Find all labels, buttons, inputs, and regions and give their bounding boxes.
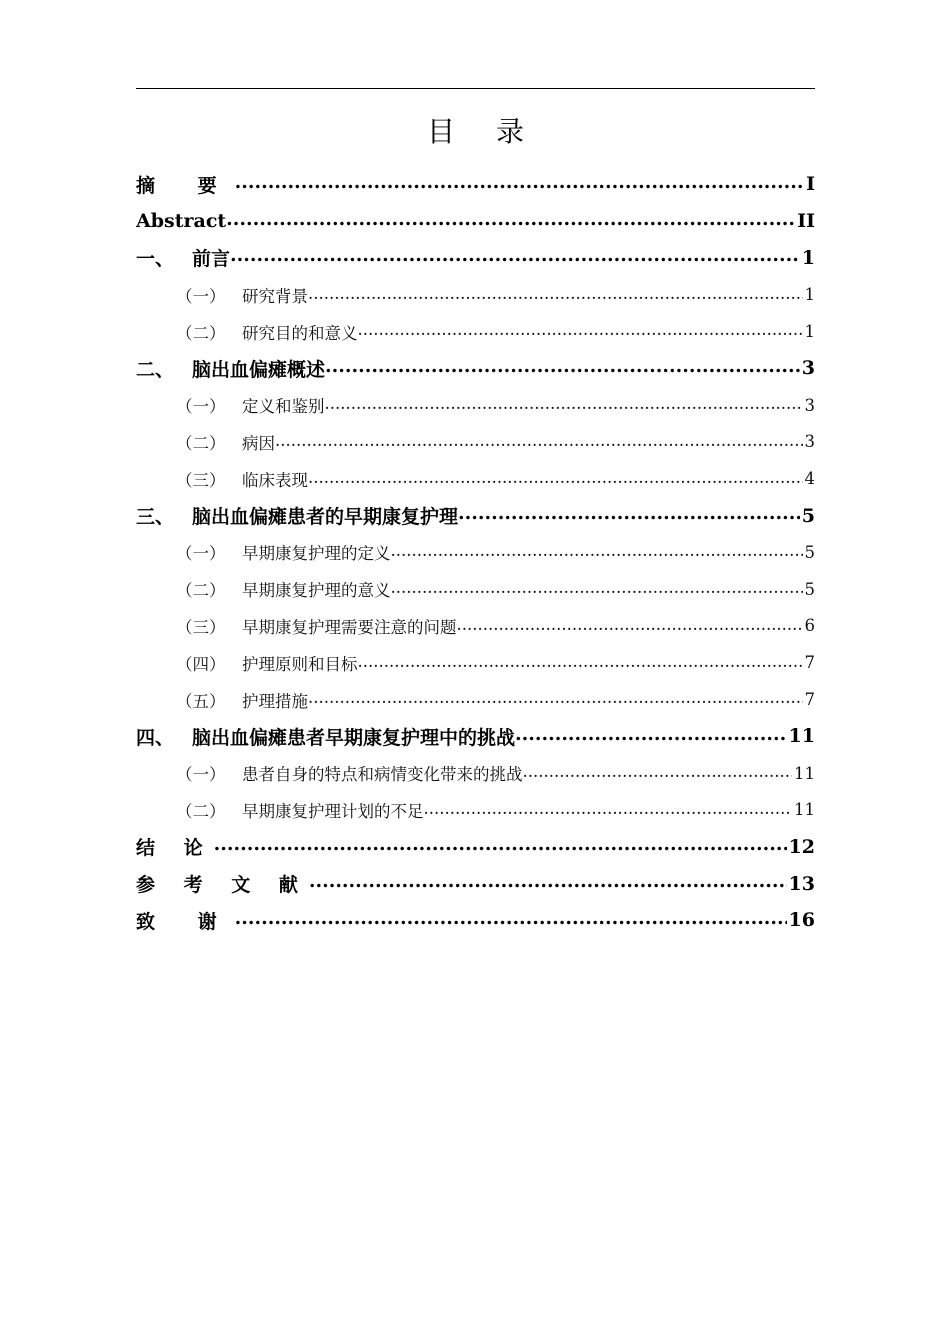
toc-entry-label: 参 考 文 献 bbox=[136, 874, 309, 897]
toc-entry-number: （一） bbox=[176, 544, 226, 564]
toc-page-number: 7 bbox=[804, 690, 815, 710]
toc-entry-number: （五） bbox=[176, 691, 226, 711]
toc-entry[interactable] bbox=[136, 166, 815, 203]
toc-entry-number: （三） bbox=[176, 470, 226, 490]
toc-page-number: 1 bbox=[801, 246, 815, 269]
toc-list bbox=[136, 166, 815, 939]
header-rule bbox=[136, 88, 815, 89]
toc-page-number: 11 bbox=[794, 763, 815, 783]
toc-entry[interactable] bbox=[136, 902, 815, 939]
toc-entry-label: 研究背景 bbox=[242, 286, 308, 306]
toc-page-number: 13 bbox=[788, 872, 815, 895]
toc-entry-label: 结 论 bbox=[136, 837, 214, 860]
toc-entry-number: 一、 bbox=[136, 248, 175, 271]
toc-dot-leader bbox=[235, 173, 804, 192]
toc-entry-label: 病因 bbox=[242, 433, 275, 453]
toc-entry-number: （一） bbox=[176, 286, 226, 306]
toc-entry[interactable] bbox=[136, 313, 815, 350]
toc-entry[interactable] bbox=[136, 718, 815, 755]
toc-entry-label: Abstract bbox=[136, 210, 227, 233]
toc-entry[interactable] bbox=[136, 792, 815, 829]
toc-entry[interactable] bbox=[136, 865, 815, 902]
toc-entry[interactable] bbox=[136, 644, 815, 681]
toc-entry-label: 前言 bbox=[192, 248, 231, 271]
toc-entry-label: 致 谢 bbox=[136, 910, 235, 933]
toc-page-number: 3 bbox=[804, 432, 815, 452]
toc-dot-leader bbox=[226, 210, 795, 229]
toc-entry-number: （二） bbox=[176, 801, 226, 821]
toc-entry-label: 早期康复护理的定义 bbox=[242, 544, 391, 564]
toc-page-number: 5 bbox=[804, 542, 815, 562]
toc-entry-number: （四） bbox=[176, 654, 226, 674]
toc-page-number: 16 bbox=[788, 909, 815, 932]
toc-page-number: 5 bbox=[801, 504, 815, 527]
toc-dot-leader bbox=[308, 690, 803, 707]
toc-dot-leader bbox=[235, 909, 787, 928]
toc-entry-number: 二、 bbox=[136, 358, 175, 381]
toc-dot-leader bbox=[308, 470, 803, 487]
toc-entry-number: （一） bbox=[176, 397, 226, 417]
toc-page-number: 1 bbox=[804, 322, 815, 342]
toc-entry[interactable] bbox=[136, 276, 815, 313]
toc-entry[interactable] bbox=[136, 755, 815, 792]
toc-page-number: II bbox=[797, 210, 815, 233]
toc-entry[interactable] bbox=[136, 534, 815, 571]
toc-entry[interactable] bbox=[136, 571, 815, 608]
toc-entry[interactable] bbox=[136, 497, 815, 534]
toc-entry-number: （二） bbox=[176, 581, 226, 601]
toc-entry[interactable] bbox=[136, 424, 815, 461]
toc-entry-label: 早期康复护理的意义 bbox=[242, 581, 391, 601]
toc-entry-number: 四、 bbox=[136, 726, 175, 749]
toc-entry-number: （一） bbox=[176, 765, 226, 785]
toc-dot-leader bbox=[308, 286, 803, 303]
toc-entry[interactable] bbox=[136, 460, 815, 497]
toc-dot-leader bbox=[457, 617, 803, 634]
toc-page-number: 6 bbox=[804, 616, 815, 636]
toc-dot-leader bbox=[358, 322, 803, 339]
toc-dot-leader bbox=[523, 764, 793, 781]
toc-page-number: 1 bbox=[804, 285, 815, 305]
toc-entry[interactable] bbox=[136, 828, 815, 865]
toc-page-number: 11 bbox=[788, 725, 815, 748]
toc-entry-number: 三、 bbox=[136, 506, 175, 529]
toc-entry-number: （二） bbox=[176, 433, 226, 453]
toc-dot-leader bbox=[325, 357, 800, 376]
toc-dot-leader bbox=[515, 725, 787, 744]
toc-entry-label: 摘 要 bbox=[136, 174, 235, 197]
toc-entry-label: 脑出血偏瘫患者早期康复护理中的挑战 bbox=[192, 726, 516, 749]
toc-entry-label: 患者自身的特点和病情变化带来的挑战 bbox=[242, 765, 523, 785]
toc-page-number: 4 bbox=[804, 469, 815, 489]
toc-dot-leader bbox=[424, 801, 793, 818]
toc-entry[interactable] bbox=[136, 681, 815, 718]
toc-entry-number: （二） bbox=[176, 323, 226, 343]
toc-page-number: 5 bbox=[804, 579, 815, 599]
toc-entry[interactable] bbox=[136, 608, 815, 645]
toc-page-number: 11 bbox=[794, 800, 815, 820]
toc-title: 目 录 bbox=[427, 115, 540, 148]
toc-dot-leader bbox=[458, 504, 800, 523]
toc-entry-label: 早期康复护理计划的不足 bbox=[242, 801, 424, 821]
toc-entry-label: 护理措施 bbox=[242, 691, 308, 711]
toc-page-number: 7 bbox=[804, 653, 815, 673]
toc-page-number: 3 bbox=[801, 357, 815, 380]
toc-page-number: 12 bbox=[788, 835, 815, 858]
toc-dot-leader bbox=[214, 835, 787, 854]
toc-entry-number: （三） bbox=[176, 617, 226, 637]
toc-entry[interactable] bbox=[136, 350, 815, 387]
toc-entry-label: 护理原则和目标 bbox=[242, 654, 358, 674]
toc-dot-leader bbox=[275, 433, 803, 450]
toc-entry-label: 临床表现 bbox=[242, 470, 308, 490]
toc-dot-leader bbox=[391, 543, 803, 560]
toc-dot-leader bbox=[230, 246, 800, 265]
toc-entry-label: 早期康复护理需要注意的问题 bbox=[242, 617, 457, 637]
toc-entry-label: 脑出血偏瘫概述 bbox=[192, 358, 326, 381]
toc-page-number: 3 bbox=[804, 395, 815, 415]
toc-dot-leader bbox=[309, 872, 787, 891]
toc-dot-leader bbox=[325, 396, 803, 413]
toc-dot-leader bbox=[358, 654, 803, 671]
toc-dot-leader bbox=[391, 580, 803, 597]
toc-entry-label: 定义和鉴别 bbox=[242, 397, 325, 417]
toc-page-number: I bbox=[806, 173, 815, 196]
toc-entry[interactable] bbox=[136, 203, 815, 240]
toc-entry-label: 脑出血偏瘫患者的早期康复护理 bbox=[192, 506, 459, 529]
toc-entry[interactable] bbox=[136, 240, 815, 277]
toc-entry[interactable] bbox=[136, 387, 815, 424]
toc-entry-label: 研究目的和意义 bbox=[242, 323, 358, 343]
